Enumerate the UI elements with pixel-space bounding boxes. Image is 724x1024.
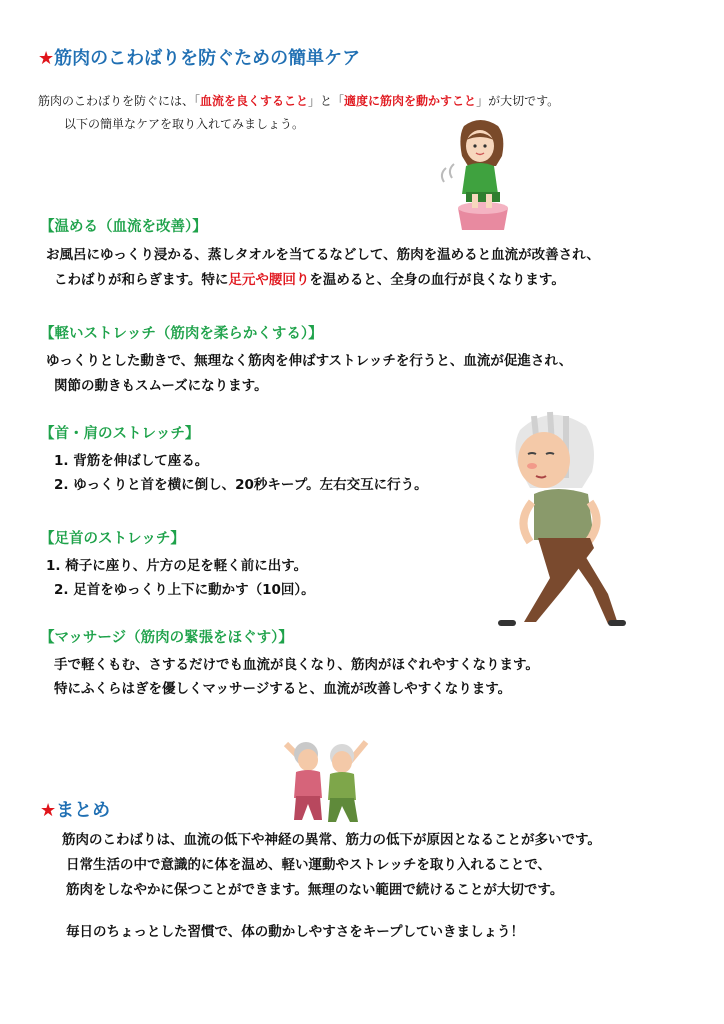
- summary-text-line-1: 筋肉のこわばりは、血流の低下や神経の異常、筋力の低下が原因となることが多いです。: [62, 832, 601, 848]
- intro-text: 筋肉のこわばりを防ぐには、「: [38, 94, 201, 108]
- page-title-text: 筋肉のこわばりを防ぐための簡単ケア: [54, 48, 361, 69]
- foot-bath-woman-illustration: [436, 116, 516, 234]
- summary-text-line-3: 筋肉をしなやかに保つことができます。無理のない範囲で続けることが大切です。: [66, 882, 564, 898]
- intro-highlight-move-muscles: 適度に筋肉を動かすこと: [344, 94, 477, 108]
- section-heading-ankle: 【足首のストレッチ】: [40, 531, 185, 547]
- warm-highlight-feet-waist: 足元や腰回り: [228, 272, 310, 288]
- warm-text-line-1: お風呂にゆっくり浸かる、蒸しタオルを当てるなどして、筋肉を温めると血流が改善され、: [46, 247, 600, 263]
- intro-text: 」が大切です。: [476, 94, 560, 108]
- section-heading-warm: 【温める（血流を改善）】: [40, 219, 207, 235]
- section-heading-neck: 【首・肩のストレッチ】: [40, 426, 200, 442]
- warm-text: こわばりが和らぎます。特に: [54, 272, 229, 288]
- summary-heading: [40, 796, 110, 822]
- ankle-step-2: 2. 足首をゆっくり上下に動かす（10回）。: [54, 582, 315, 598]
- star-icon: ★: [38, 48, 55, 69]
- summary-text-line-4: 毎日のちょっとした習慣で、体の動かしやすさをキープしていきましょう！: [66, 924, 525, 940]
- stretch-text-line-2: 関節の動きもスムーズになります。: [54, 378, 268, 394]
- summary-heading-text: まとめ: [56, 800, 111, 821]
- neck-step-2: 2. ゆっくりと首を横に倒し、20秒キープ。左右交互に行う。: [54, 477, 428, 493]
- warm-text-line-2: [54, 268, 565, 288]
- section-heading-massage: 【マッサージ（筋肉の緊張をほぐす）】: [40, 630, 293, 646]
- star-icon: ★: [40, 800, 57, 821]
- page-title: [38, 44, 360, 70]
- intro-line-1: [38, 92, 559, 109]
- massage-text-line-2: 特にふくらはぎを優しくマッサージすると、血流が改善しやすくなります。: [54, 681, 512, 697]
- elderly-man-stretching-illustration: [494, 408, 632, 634]
- massage-text-line-1: 手で軽くもむ、さするだけでも血流が良くなり、筋肉がほぐれやすくなります。: [54, 657, 539, 673]
- intro-text: 」と「: [308, 94, 345, 108]
- summary-text-line-2: 日常生活の中で意識的に体を温め、軽い運動やストレッチを取り入れることで、: [66, 857, 552, 873]
- stretch-text-line-1: ゆっくりとした動きで、無理なく筋肉を伸ばすストレッチを行うと、血流が促進され、: [46, 353, 573, 369]
- intro-line-2: 以下の簡単なケアを取り入れてみましょう。: [64, 117, 305, 131]
- warm-text: を温めると、全身の血行が良くなります。: [309, 272, 565, 288]
- elderly-couple-side-stretch-illustration: [272, 734, 382, 824]
- neck-step-1: 1. 背筋を伸ばして座る。: [54, 453, 209, 469]
- intro-highlight-blood-flow: 血流を良くすること: [200, 94, 309, 108]
- ankle-step-1: 1. 椅子に座り、片方の足を軽く前に出す。: [46, 558, 308, 574]
- section-heading-stretch: 【軽いストレッチ（筋肉を柔らかくする）】: [40, 326, 323, 342]
